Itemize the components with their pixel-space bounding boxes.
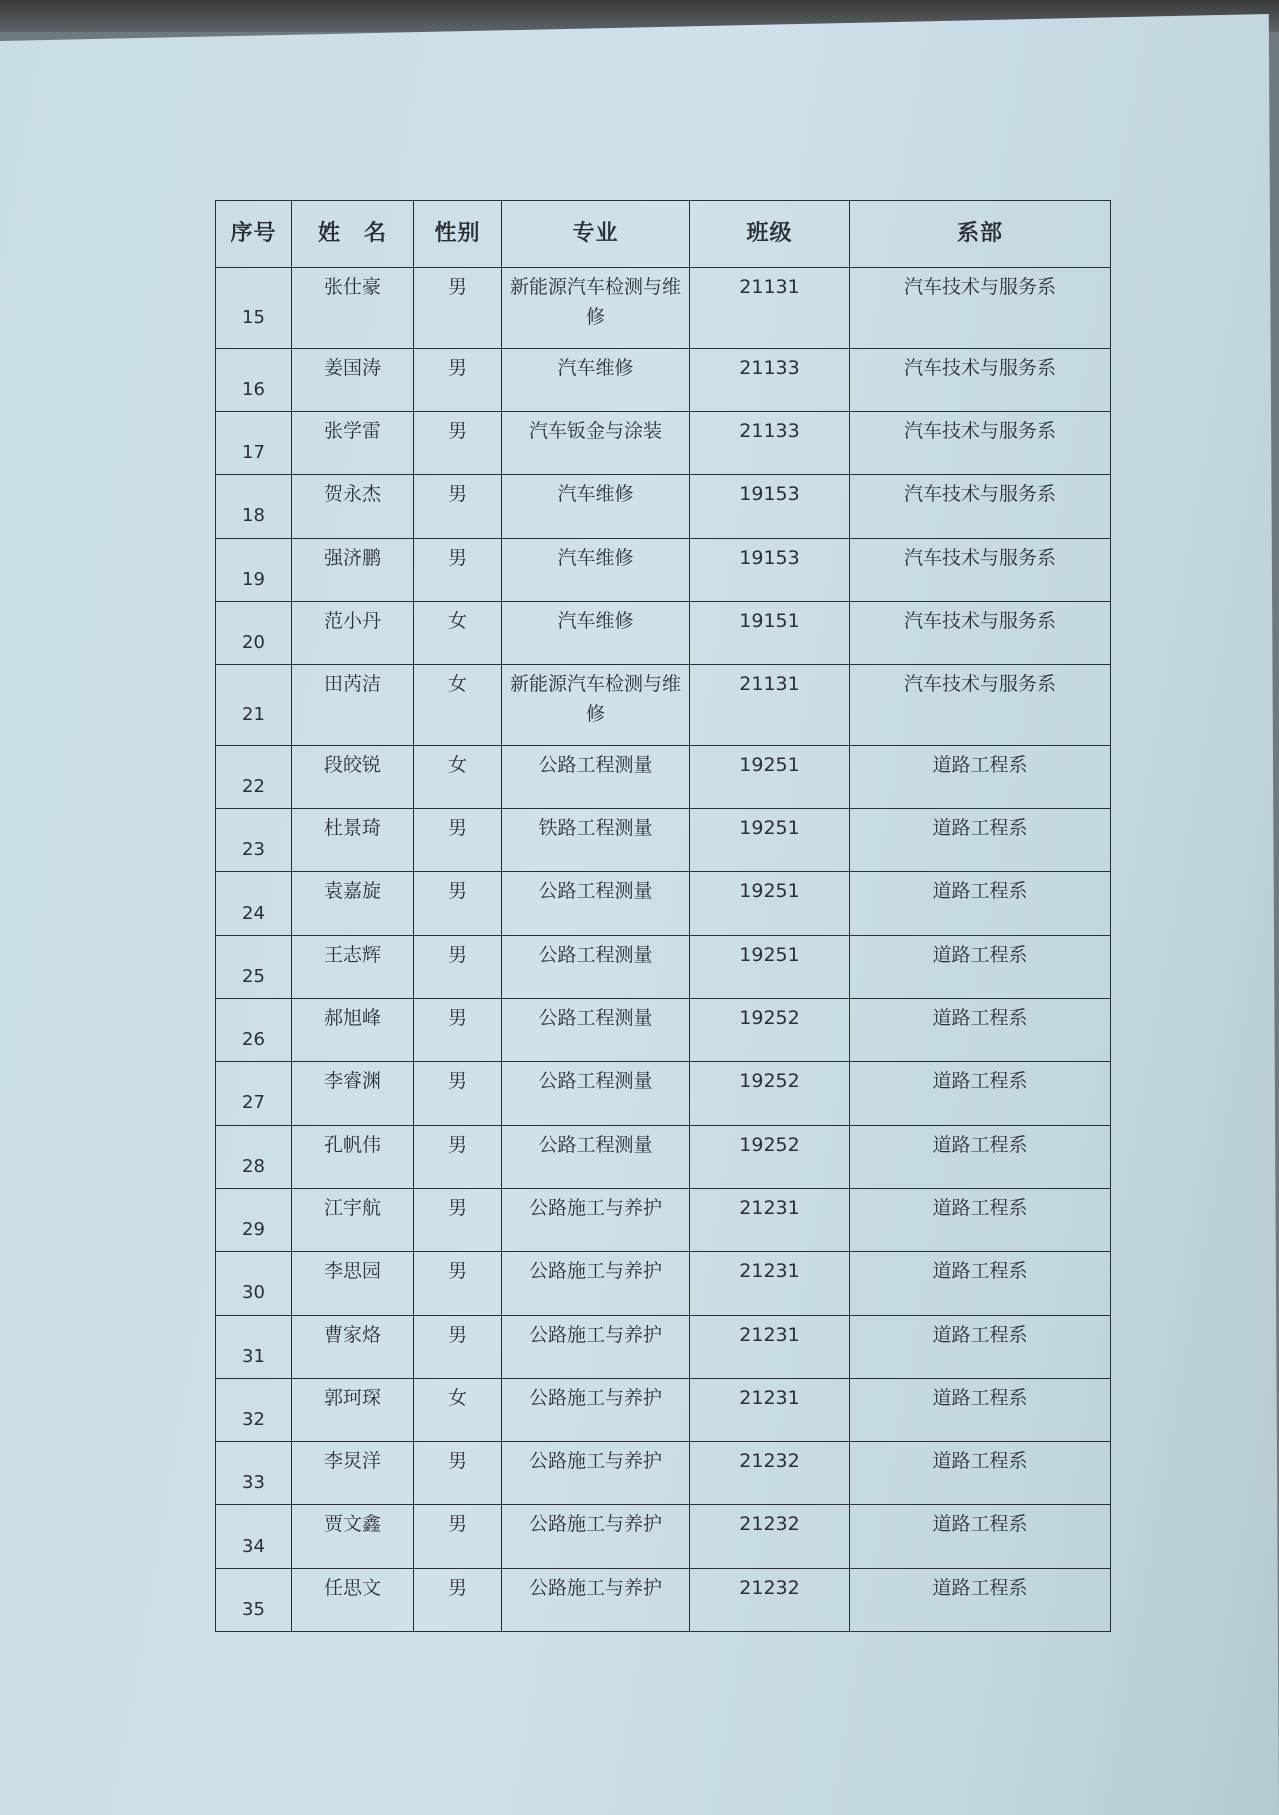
cell-major: 公路施工与养护 — [502, 1568, 690, 1631]
cell-index: 28 — [216, 1125, 292, 1188]
cell-index: 26 — [216, 999, 292, 1062]
header-index: 序号 — [216, 201, 292, 268]
cell-gender: 男 — [414, 348, 502, 411]
cell-index: 17 — [216, 411, 292, 474]
cell-class: 19252 — [690, 1125, 850, 1188]
table-body — [216, 268, 1111, 1632]
cell-name: 张学雷 — [292, 411, 414, 474]
cell-index: 15 — [216, 268, 292, 349]
cell-gender: 女 — [414, 665, 502, 746]
cell-name: 田芮洁 — [292, 665, 414, 746]
cell-name: 杜景琦 — [292, 809, 414, 872]
cell-class: 19153 — [690, 538, 850, 601]
cell-class: 21231 — [690, 1252, 850, 1315]
cell-department: 道路工程系 — [850, 745, 1111, 808]
cell-class: 19251 — [690, 935, 850, 998]
cell-name: 贾文鑫 — [292, 1505, 414, 1568]
cell-department: 道路工程系 — [850, 1188, 1111, 1251]
student-table — [215, 200, 1111, 1632]
cell-index: 35 — [216, 1568, 292, 1631]
cell-name: 郝旭峰 — [292, 999, 414, 1062]
cell-index: 30 — [216, 1252, 292, 1315]
cell-name: 郭珂琛 — [292, 1378, 414, 1441]
cell-major: 公路工程测量 — [502, 999, 690, 1062]
cell-index: 16 — [216, 348, 292, 411]
cell-index: 22 — [216, 745, 292, 808]
cell-class: 19153 — [690, 475, 850, 538]
cell-department: 道路工程系 — [850, 1442, 1111, 1505]
cell-class: 21231 — [690, 1315, 850, 1378]
cell-department: 道路工程系 — [850, 999, 1111, 1062]
cell-class: 21133 — [690, 348, 850, 411]
cell-gender: 男 — [414, 475, 502, 538]
cell-department: 道路工程系 — [850, 1378, 1111, 1441]
cell-gender: 男 — [414, 538, 502, 601]
cell-major: 汽车钣金与涂装 — [502, 411, 690, 474]
cell-name: 孔帆伟 — [292, 1125, 414, 1188]
cell-name: 范小丹 — [292, 601, 414, 664]
cell-index: 24 — [216, 872, 292, 935]
cell-gender: 男 — [414, 1125, 502, 1188]
cell-department: 道路工程系 — [850, 1568, 1111, 1631]
header-major: 专业 — [502, 201, 690, 268]
cell-class: 21232 — [690, 1505, 850, 1568]
table-row — [216, 475, 1111, 538]
cell-index: 18 — [216, 475, 292, 538]
cell-department: 汽车技术与服务系 — [850, 665, 1111, 746]
cell-department: 道路工程系 — [850, 872, 1111, 935]
table-row — [216, 872, 1111, 935]
cell-name: 曹家烙 — [292, 1315, 414, 1378]
cell-major: 公路施工与养护 — [502, 1442, 690, 1505]
cell-index: 33 — [216, 1442, 292, 1505]
cell-class: 21231 — [690, 1188, 850, 1251]
cell-gender: 男 — [414, 999, 502, 1062]
table-row — [216, 1125, 1111, 1188]
cell-department: 汽车技术与服务系 — [850, 601, 1111, 664]
cell-index: 29 — [216, 1188, 292, 1251]
cell-department: 汽车技术与服务系 — [850, 268, 1111, 349]
cell-class: 19252 — [690, 999, 850, 1062]
cell-major: 公路工程测量 — [502, 1062, 690, 1125]
cell-index: 34 — [216, 1505, 292, 1568]
cell-gender: 男 — [414, 1568, 502, 1631]
table-row — [216, 411, 1111, 474]
cell-major: 公路施工与养护 — [502, 1315, 690, 1378]
table-row — [216, 999, 1111, 1062]
cell-class: 21131 — [690, 665, 850, 746]
cell-gender: 女 — [414, 601, 502, 664]
table-row — [216, 1442, 1111, 1505]
cell-department: 道路工程系 — [850, 935, 1111, 998]
cell-major: 汽车维修 — [502, 538, 690, 601]
table-row — [216, 1315, 1111, 1378]
cell-gender: 男 — [414, 872, 502, 935]
table-row — [216, 1062, 1111, 1125]
cell-name: 李睿渊 — [292, 1062, 414, 1125]
header-department: 系部 — [850, 201, 1111, 268]
cell-gender: 男 — [414, 1315, 502, 1378]
cell-department: 道路工程系 — [850, 1505, 1111, 1568]
cell-gender: 男 — [414, 1442, 502, 1505]
cell-name: 姜国涛 — [292, 348, 414, 411]
header-class: 班级 — [690, 201, 850, 268]
cell-index: 32 — [216, 1378, 292, 1441]
cell-major: 公路施工与养护 — [502, 1188, 690, 1251]
cell-gender: 男 — [414, 809, 502, 872]
cell-major: 公路工程测量 — [502, 935, 690, 998]
cell-name: 张仕豪 — [292, 268, 414, 349]
cell-name: 段皎锐 — [292, 745, 414, 808]
cell-department: 道路工程系 — [850, 1252, 1111, 1315]
table-row — [216, 601, 1111, 664]
cell-department: 道路工程系 — [850, 809, 1111, 872]
table-row — [216, 809, 1111, 872]
cell-class: 19251 — [690, 809, 850, 872]
cell-name: 李思园 — [292, 1252, 414, 1315]
cell-name: 袁嘉旋 — [292, 872, 414, 935]
cell-gender: 男 — [414, 411, 502, 474]
cell-major: 公路工程测量 — [502, 1125, 690, 1188]
cell-major: 公路施工与养护 — [502, 1505, 690, 1568]
cell-name: 李炅洋 — [292, 1442, 414, 1505]
header-name: 姓 名 — [292, 201, 414, 268]
table-row — [216, 745, 1111, 808]
table-row — [216, 935, 1111, 998]
cell-class: 21232 — [690, 1442, 850, 1505]
cell-department: 道路工程系 — [850, 1062, 1111, 1125]
cell-gender: 女 — [414, 1378, 502, 1441]
cell-class: 21232 — [690, 1568, 850, 1631]
cell-class: 19251 — [690, 872, 850, 935]
table-row — [216, 1568, 1111, 1631]
cell-index: 31 — [216, 1315, 292, 1378]
cell-name: 强济鹏 — [292, 538, 414, 601]
cell-department: 道路工程系 — [850, 1125, 1111, 1188]
cell-department: 汽车技术与服务系 — [850, 475, 1111, 538]
cell-gender: 男 — [414, 1252, 502, 1315]
cell-index: 23 — [216, 809, 292, 872]
cell-index: 21 — [216, 665, 292, 746]
cell-class: 19252 — [690, 1062, 850, 1125]
cell-name: 王志辉 — [292, 935, 414, 998]
cell-class: 19151 — [690, 601, 850, 664]
cell-name: 贺永杰 — [292, 475, 414, 538]
cell-major: 公路工程测量 — [502, 745, 690, 808]
cell-class: 21131 — [690, 268, 850, 349]
table-row — [216, 1505, 1111, 1568]
table-row — [216, 268, 1111, 349]
cell-gender: 男 — [414, 268, 502, 349]
cell-index: 25 — [216, 935, 292, 998]
cell-major: 公路工程测量 — [502, 872, 690, 935]
cell-class: 21133 — [690, 411, 850, 474]
table-row — [216, 348, 1111, 411]
table-row — [216, 1252, 1111, 1315]
table-row — [216, 1188, 1111, 1251]
cell-gender: 男 — [414, 935, 502, 998]
cell-major: 汽车维修 — [502, 348, 690, 411]
cell-department: 道路工程系 — [850, 1315, 1111, 1378]
cell-department: 汽车技术与服务系 — [850, 411, 1111, 474]
cell-class: 19251 — [690, 745, 850, 808]
cell-index: 20 — [216, 601, 292, 664]
cell-major: 铁路工程测量 — [502, 809, 690, 872]
cell-major: 公路施工与养护 — [502, 1378, 690, 1441]
cell-gender: 男 — [414, 1062, 502, 1125]
table-header-row — [216, 201, 1111, 268]
table-row — [216, 665, 1111, 746]
cell-major: 公路施工与养护 — [502, 1252, 690, 1315]
cell-gender: 女 — [414, 745, 502, 808]
cell-name: 任思文 — [292, 1568, 414, 1631]
cell-index: 27 — [216, 1062, 292, 1125]
cell-department: 汽车技术与服务系 — [850, 538, 1111, 601]
cell-major: 新能源汽车检测与维修 — [502, 268, 690, 349]
table-row — [216, 538, 1111, 601]
table-row — [216, 1378, 1111, 1441]
cell-index: 19 — [216, 538, 292, 601]
cell-gender: 男 — [414, 1188, 502, 1251]
cell-department: 汽车技术与服务系 — [850, 348, 1111, 411]
cell-major: 汽车维修 — [502, 601, 690, 664]
cell-major: 新能源汽车检测与维修 — [502, 665, 690, 746]
cell-class: 21231 — [690, 1378, 850, 1441]
header-gender: 性别 — [414, 201, 502, 268]
cell-name: 江宇航 — [292, 1188, 414, 1251]
cell-gender: 男 — [414, 1505, 502, 1568]
cell-major: 汽车维修 — [502, 475, 690, 538]
